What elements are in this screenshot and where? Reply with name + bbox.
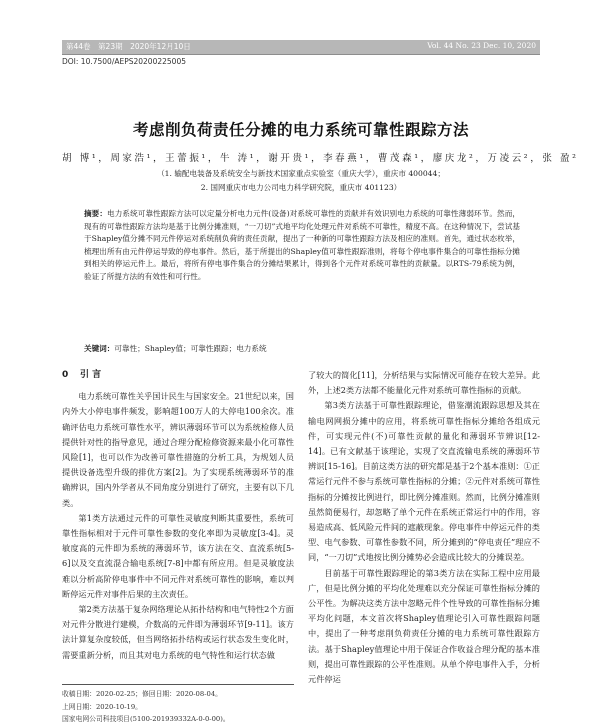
left-column (62, 368, 294, 663)
keywords (84, 343, 520, 354)
section-heading (62, 368, 294, 383)
author-list: 胡 博¹，周家浩¹，王蕾振¹，牛 涛¹，谢开贵¹，李春燕¹，曹茂森¹，廖庆龙²，万凌云²，张 盈² (62, 153, 579, 164)
abstract (84, 208, 520, 284)
footnotes (62, 684, 294, 726)
paragraph: 第1类方法通过元件的可靠性灵敏度判断其重要性，系统可靠性指标相对于元件可靠性参数的变化率即为灵敏度[3-4]。灵敏度高的元件即为系统的薄弱环节，该方法在交、直流系统[5-6]以及交直流混合输电系统[7-8]中都有所应用。但是灵敏度法难以分析高阶停电事件中不同元件对系统可靠性的影响，难以判断停运元件对事件后果的主次责任。 (62, 512, 294, 599)
paragraph: 了较大的简化[11]，分析结果与实际情况可能存在较大差异。此外，上述2类方法都不能量化元件对系统可靠性指标的贡献。 (308, 370, 540, 396)
footnote-received: 收稿日期：2020-02-25；修回日期：2020-08-04。 (62, 690, 222, 698)
journal-header-band (62, 40, 540, 55)
affiliation-1: （1. 输配电装备及系统安全与新技术国家重点实验室（重庆大学），重庆市 400044； (157, 169, 445, 178)
journal-issue-cn: 第44卷 第23期 2020年12月10日 (66, 42, 191, 51)
keywords-text: 可靠性；Shapley值；可靠性跟踪；电力系统 (114, 344, 267, 353)
keywords-label: 关键词： (84, 344, 115, 353)
section-title: 引 言 (80, 370, 102, 380)
paragraph: 第2类方法基于复杂网络理论从拓扑结构和电气特性2个方面对元件分散进行建模，介数高的元件即为薄弱环节[9-11]。该方法计算复杂度较低，但当网络拓扑结构或运行状态发生变化时，需要重新分析，而且其对电力系统的电气特性和运行状态做 (62, 604, 294, 660)
paragraph: 目前基于可靠性跟踪理论的第3类方法在实际工程中应用最广，但是比例分摊的平均化处理难以充分保证可靠性指标分摊的公平性。为解决这类方法中忽略元件个性导致的可靠性指标分摊平均化问题，本文首次将Shapley值理论引入可靠性跟踪问题中，提出了一种考虑削负荷责任分摊的电力系统可靠性跟踪方法。基于Shapley值理论中用于保证合作收益合理分配的基本准则，提出可靠性跟踪的公平性准则。从单个停电事件入手，分析元件停运 (308, 567, 540, 685)
paragraph: 电力系统可靠性关乎国计民生与国家安全。21世纪以来，国内外大小停电事件频发，影响超100万人的大停电100余次。准确评估电力系统可靠性水平，辨识薄弱环节可以为系统检修人员提供针对性的指导意见，通过合理分配检修资源来最小化可靠性风险[1]，也可以作为改善可靠性措施的分析工具，为规划人员提供设备选型升级的排优方案[2]。为了实现系统薄弱环节的准确辨识，国内外学者从不同角度分别进行了研究，主要有以下几类。 (62, 391, 294, 508)
footnote-fund: 国家电网公司科技项目(5100-201939332A-0-0-00)。 (62, 715, 230, 723)
journal-issue-en: Vol. 44 No. 23 Dec. 10, 2020 (427, 41, 536, 50)
footnote-online: 上网日期：2020-10-19。 (62, 702, 142, 711)
doi[interactable]: DOI: 10.7500/AEPS20200225005 (62, 57, 186, 66)
paragraph: 第3类方法基于可靠性跟踪理论，借鉴潮流跟踪思想及其在输电网网损分摊中的应用，将系统可靠性指标分摊给各组成元件，可实现元件(不)可靠性贡献的量化和薄弱环节辨识[12-14]。已有文献基于该理论，实现了交直流输电系统的薄弱环节辨识[15-16]。目前这类方法的研究都是基于2个基本准则：①正常运行元件不参与系统可靠性指标的分摊；②元件对系统可靠性指标的分摊按比例进行，即比例分摊准则。然而，比例分摊准则虽然简便易行，却忽略了单个元件在系统正常运行中的作用，容易造成高、低风险元件间的遮蔽现象。停电事件中停运元件的类型、电气参数、可靠性参数不同，所分摊到的“停电责任”理应不同，“一刀切”式地按比例分摊势必会造成比较大的分摊误差。 (308, 400, 540, 563)
affiliation-2: 2. 国网重庆市电力公司电力科学研究院，重庆市 401123） (200, 183, 402, 192)
paper-title: 考虑削负荷责任分摊的电力系统可靠性跟踪方法 (132, 121, 469, 139)
abstract-label: 摘要： (84, 209, 108, 218)
section-number: 0 (62, 370, 69, 380)
right-column (308, 368, 540, 687)
abstract-text: 电力系统可靠性跟踪方法可以定量分析电力元件(设备)对系统可靠性的贡献并有效识别电力系统的可靠性薄弱环节。然而，现有的可靠性跟踪方法均是基于比例分摊准则，“一刀切”式地平均化处理元件对系统不可靠性，精度不高。在这种情况下，尝试基于Shapley值分摊不同元件停运对系统削负荷的责任贡献，提出了一种新的可靠性跟踪方法及相应的准则。首先，通过状态枚举，梳理出所有由元件停运导致的停电事件。然后，基于所提出的Shapley值可靠性跟踪准则，将每个停电事件集合的可靠性指标分摊到相关的停运元件上。最后，将所有停电事件集合的分摊结果累计，得到各个元件对系统可靠性的贡献量。以RTS-79系统为例，验证了所提方法的有效性和可行性。 (84, 209, 521, 281)
